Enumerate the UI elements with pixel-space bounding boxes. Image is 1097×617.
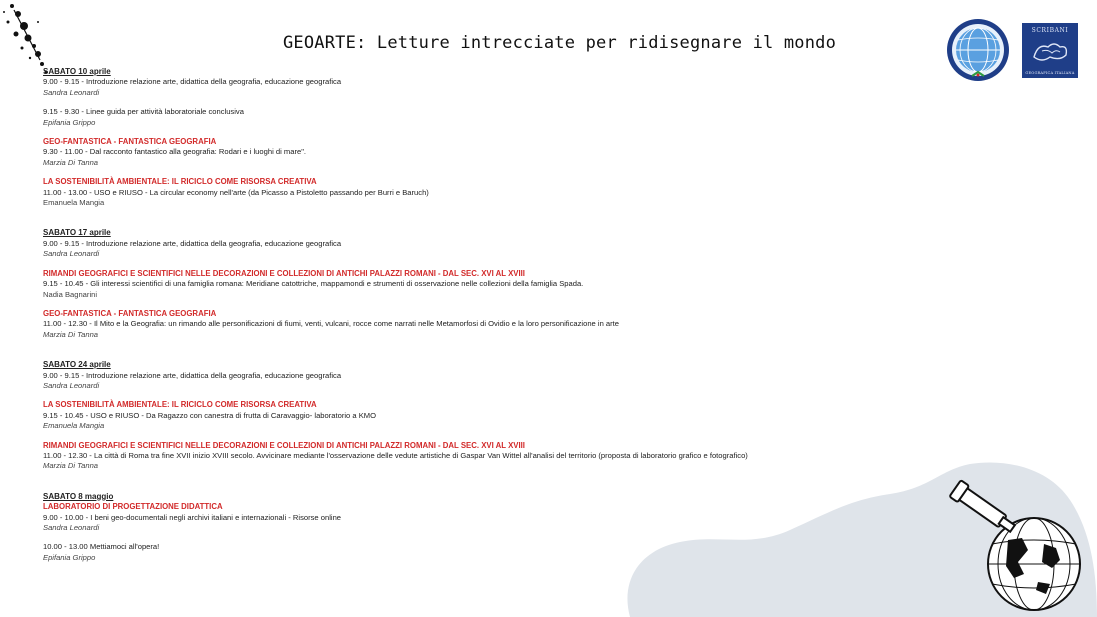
section-title: GEO-FANTASTICA - FANTASTICA GEOGRAFIA bbox=[43, 308, 217, 318]
day-section bbox=[43, 228, 983, 340]
session-block bbox=[43, 177, 983, 208]
session-line: 9.15 - 10.45 - Gli interessi scientifici di una famiglia romana: Meridiane catottriche, mappamondi e strumenti di osservazione nelle collezioni della famiglia Spada. bbox=[43, 279, 584, 289]
page-title: GEOARTE: Letture intrecciate per ridisegnare il mondo bbox=[283, 33, 837, 53]
session-block bbox=[43, 107, 983, 128]
speaker-name: Sandra Leonardi bbox=[43, 249, 100, 259]
session-line: 9.00 - 9.15 - Introduzione relazione arte, didattica della geografia, educazione geografica bbox=[43, 238, 342, 248]
session-block bbox=[43, 77, 983, 98]
session-line: 11.00 - 12.30 - Il Mito e la Geografia: un rimando alle personificazioni di fiumi, venti, vulcani, rocce come narrati nelle Metamorfosi di Ovidio e la loro personificazione in arte bbox=[43, 319, 619, 329]
day-date: SABATO 10 aprile bbox=[43, 67, 111, 76]
speaker-name: Marzia Di Tanna bbox=[43, 461, 99, 471]
speaker-name: Marzia Di Tanna bbox=[43, 329, 99, 339]
speaker-name: Nadia Bagnarini bbox=[43, 289, 98, 299]
speaker-name: Epifania Grippo bbox=[43, 117, 96, 127]
day-date: SABATO 8 maggio bbox=[43, 491, 114, 501]
section-title: LA SOSTENIBILITÀ AMBIENTALE: IL RICICLO COME RISORSA CREATIVA bbox=[43, 400, 317, 410]
session-line: 10.00 - 13.00 Mettiamoci all'opera! bbox=[43, 542, 160, 552]
session-block bbox=[43, 309, 983, 340]
dragon-emblem-icon bbox=[1030, 37, 1070, 65]
section-title: GEO-FANTASTICA - FANTASTICA GEOGRAFIA bbox=[43, 137, 217, 147]
day-date: SABATO 17 aprile bbox=[43, 228, 111, 238]
session-block bbox=[43, 441, 983, 472]
speaker-name: Sandra Leonardi bbox=[43, 87, 100, 97]
session-block bbox=[43, 269, 983, 300]
session-block bbox=[43, 542, 983, 563]
session-line: 9.00 - 9.15 - Introduzione relazione arte, didattica della geografia, educazione geografica bbox=[43, 77, 342, 87]
program-schedule bbox=[43, 67, 983, 563]
section-title: RIMANDI GEOGRAFICI E SCIENTIFICI NELLE DECORAZIONI E COLLEZIONI DI ANTICHI PALAZZI ROMANI - DAL SEC. XVI AL XVIII bbox=[43, 440, 525, 450]
speaker-name: Marzia Di Tanna bbox=[43, 157, 99, 167]
speaker-name: Epifania Grippo bbox=[43, 552, 96, 562]
session-line: 9.30 - 11.00 - Dal racconto fantastico alla geografia: Rodari e i luoghi di mare". bbox=[43, 147, 306, 157]
section-title: LA SOSTENIBILITÀ AMBIENTALE: IL RICICLO COME RISORSA CREATIVA bbox=[43, 177, 317, 187]
session-block bbox=[43, 371, 983, 392]
session-line: 11.00 - 12.30 - La città di Roma tra fine XVII inizio XVIII secolo. Avvicinare mediante l'osservazione delle vedute artistiche di Gaspar Van Wittel all'analisi del territorio (proposta di laboratorio grafico e fotografico) bbox=[43, 450, 748, 460]
scribani-logo bbox=[1022, 23, 1078, 78]
speaker-name: Sandra Leonardi bbox=[43, 380, 100, 390]
section-title: RIMANDI GEOGRAFICI E SCIENTIFICI NELLE DECORAZIONI E COLLEZIONI DI ANTICHI PALAZZI ROMANI - DAL SEC. XVI AL XVIII bbox=[43, 268, 525, 278]
day-section bbox=[43, 360, 983, 472]
session-block bbox=[43, 400, 983, 431]
speaker-name: Emanuela Mangia bbox=[43, 198, 105, 208]
day-section bbox=[43, 67, 983, 208]
section-title: LABORATORIO DI PROGETTAZIONE DIDATTICA bbox=[43, 502, 223, 512]
session-block bbox=[43, 239, 983, 260]
day-section bbox=[43, 492, 983, 563]
session-line: 9.00 - 9.15 - Introduzione relazione arte, didattica della geografia, educazione geografica bbox=[43, 370, 342, 380]
session-line: 9.15 - 10.45 - USO e RIUSO - Da Ragazzo con canestra di frutta di Caravaggio- laboratorio a KMO bbox=[43, 410, 377, 420]
session-line: 9.00 - 10.00 - I beni geo-documentali negli archivi italiani e internazionali - Risorse online bbox=[43, 512, 342, 522]
speaker-name: Emanuela Mangia bbox=[43, 421, 105, 431]
session-line: 11.00 - 13.00 - USO e RIUSO - La circular economy nell'arte (da Picasso a Pistoletto passando per Burri e Baruch) bbox=[43, 187, 429, 197]
day-date: SABATO 24 aprile bbox=[43, 360, 111, 370]
logo-top-text: SCRIBANI bbox=[1031, 27, 1069, 34]
logo-bottom-text: GEOGRAFICA ITALIANA bbox=[1025, 71, 1075, 75]
speaker-name: Sandra Leonardi bbox=[43, 523, 100, 532]
session-line: 9.15 - 9.30 - Linee guida per attività laboratoriale conclusiva bbox=[43, 107, 244, 117]
session-block bbox=[43, 502, 983, 533]
session-block bbox=[43, 137, 983, 168]
